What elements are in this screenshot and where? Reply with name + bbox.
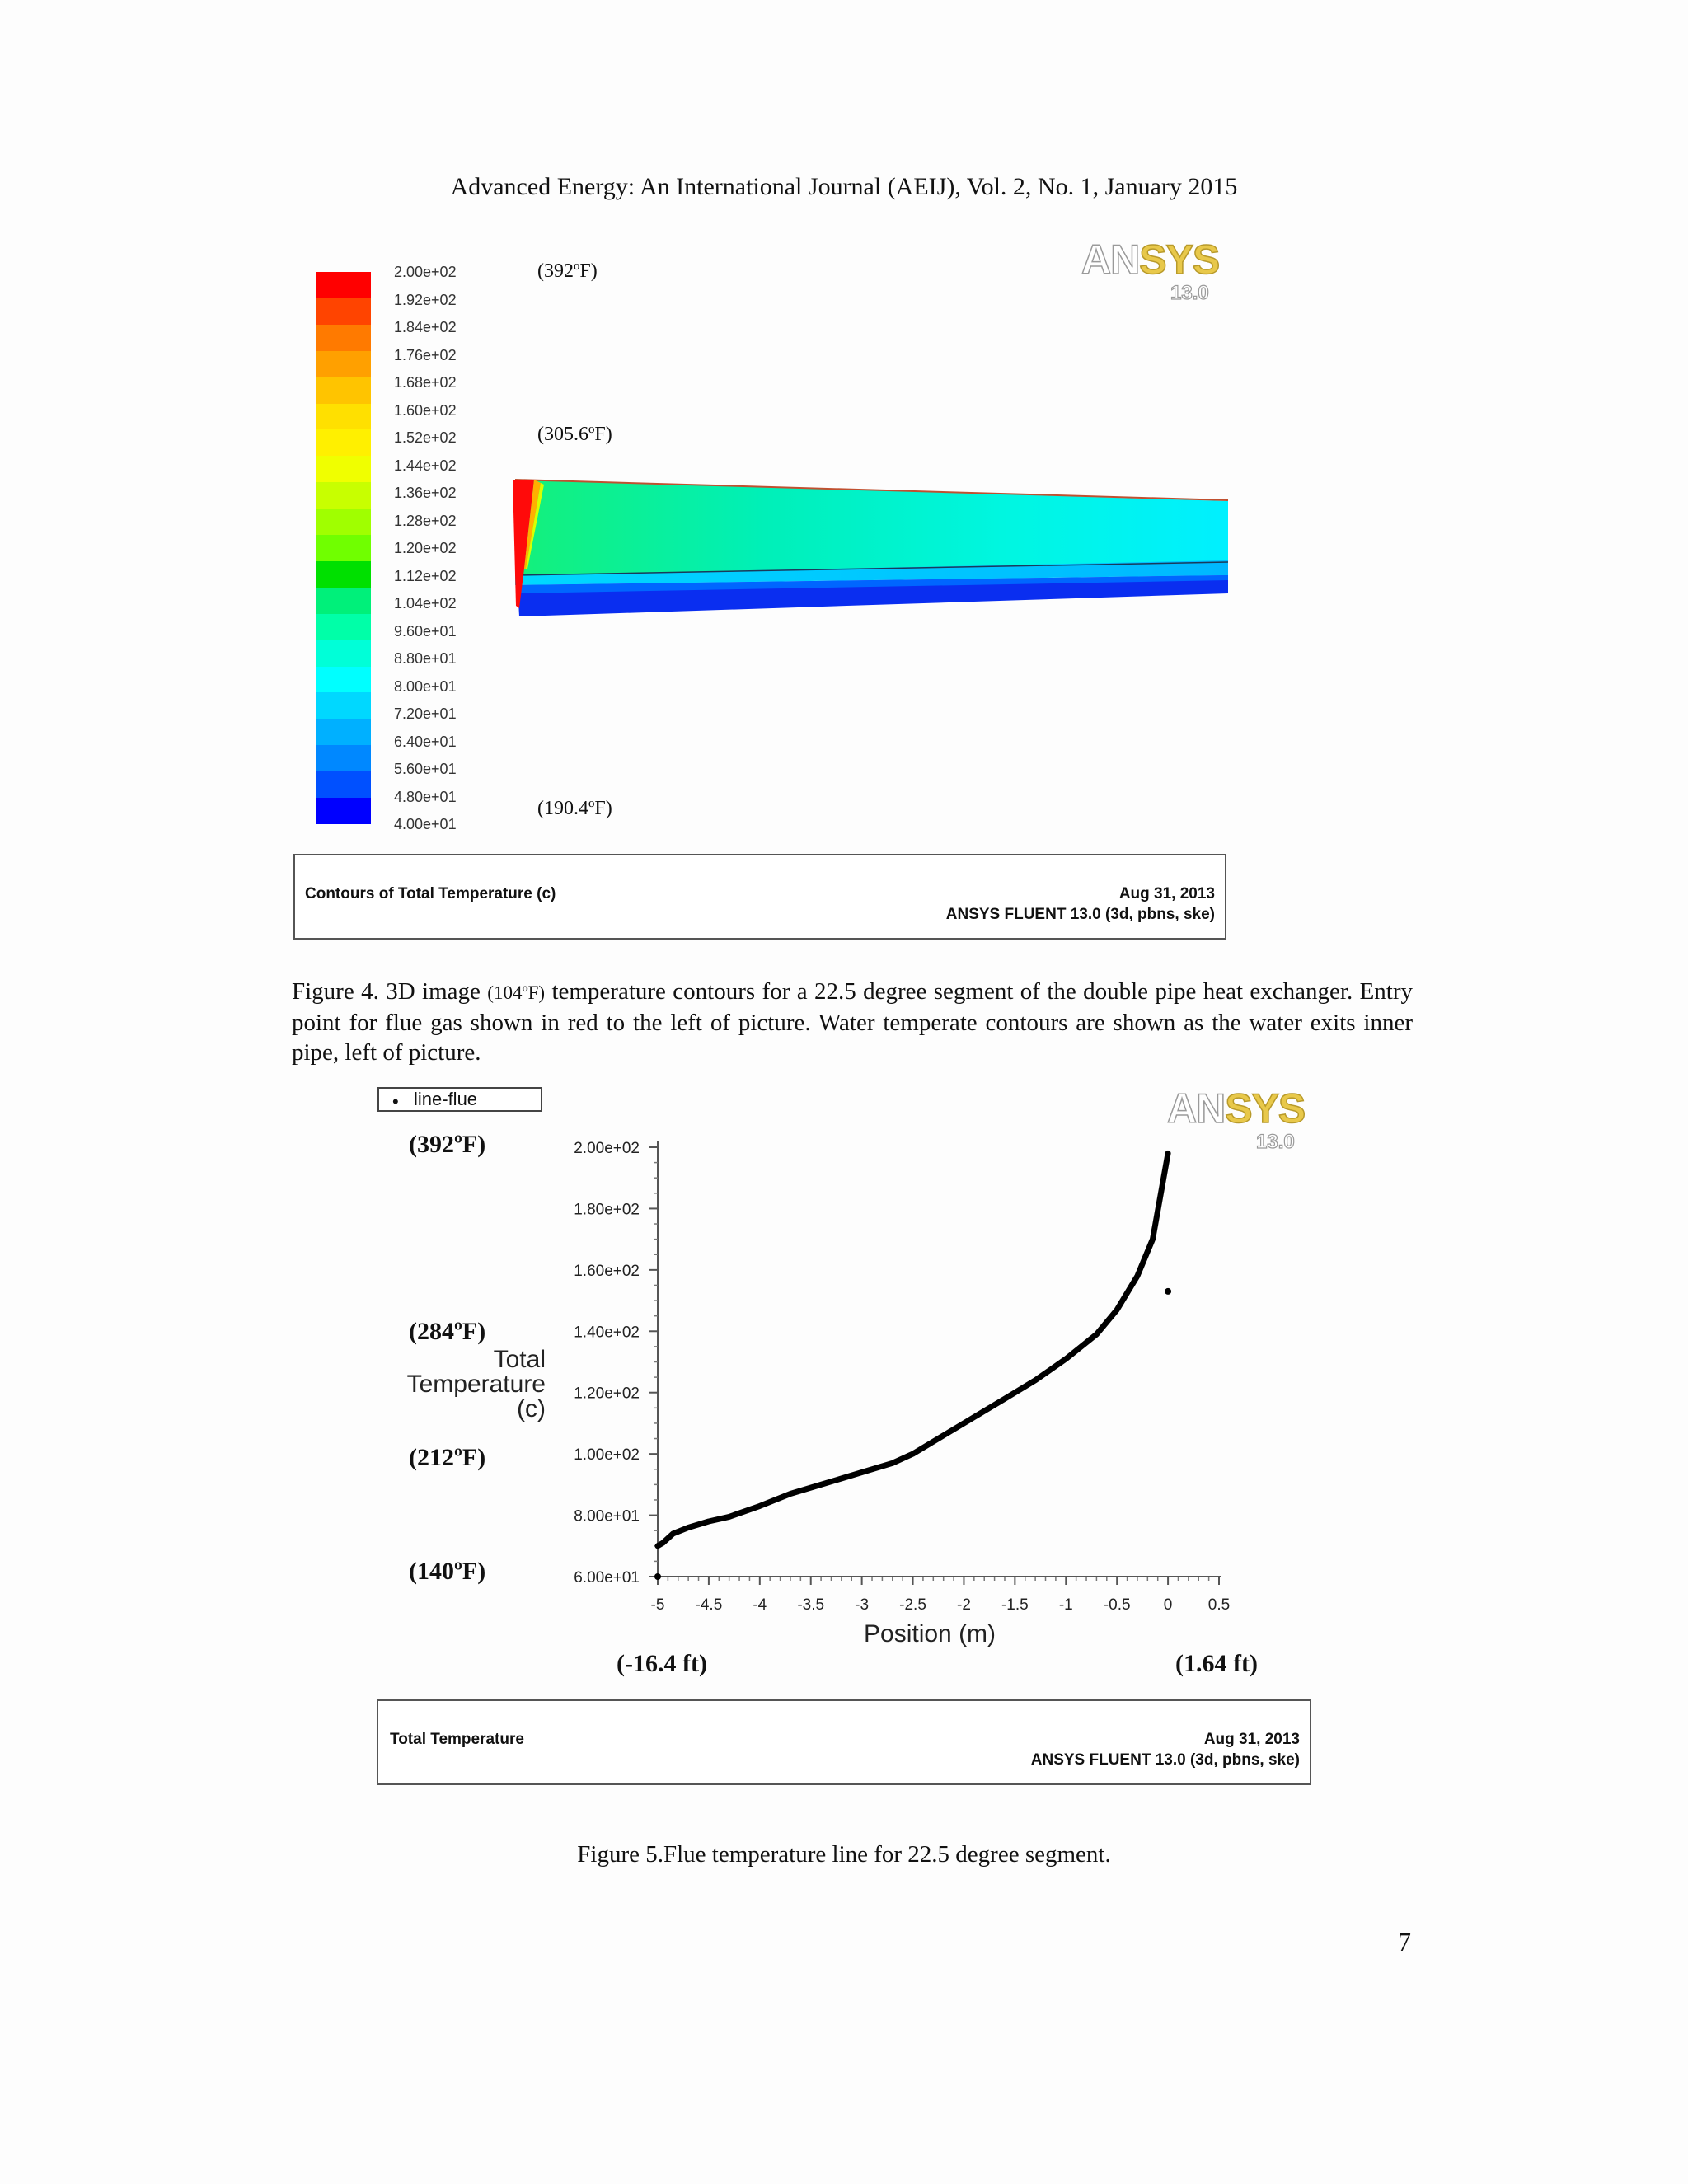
legend-color-6 [316, 429, 371, 456]
contour-boundary-line [515, 562, 1228, 575]
legend-color-10 [316, 535, 371, 561]
legend-tick-label: 1.92e+02 [394, 291, 457, 308]
figure5-info-right [1031, 1729, 1300, 1770]
y-axis-label-line3: (c) [517, 1395, 546, 1422]
legend-color-8 [316, 482, 371, 509]
label-392f: (392ºF) [409, 1131, 486, 1158]
water-region [518, 575, 1228, 616]
figure4-caption-part1: Figure 4. 3D image [292, 978, 481, 1005]
figure4-info-date: Aug 31, 2013 [1118, 885, 1215, 902]
legend-label: line-flue [414, 1089, 478, 1109]
y-tick-label: 1.20e+02 [574, 1385, 640, 1403]
ansys-version: 13.0 [1170, 282, 1209, 304]
x-tick-label: -2 [957, 1596, 971, 1614]
legend-color-16 [316, 692, 371, 719]
y-tick-label: 1.40e+02 [574, 1324, 640, 1342]
figure4-info-software: ANSYS FLUENT 13.0 (3d, pbns, ske) [945, 906, 1215, 923]
color-legend-bar [316, 272, 371, 824]
legend-color-7 [316, 456, 371, 482]
x-tick-label: -4 [753, 1596, 767, 1614]
legend-tick-label: 2.00e+02 [394, 264, 457, 280]
legend-color-4 [316, 377, 371, 404]
y-tick-label: 1.60e+02 [574, 1262, 640, 1280]
x-axis-label: Position (m) [864, 1620, 996, 1647]
legend-color-14 [316, 640, 371, 667]
x-tick-label: -2.5 [899, 1596, 926, 1614]
legend-tick-label: 6.40e+01 [394, 733, 457, 750]
annotation-305f: (305.6ºF) [537, 424, 612, 445]
water-region-edge [518, 575, 1228, 593]
annotation-392f: (392ºF) [537, 260, 598, 282]
journal-header: Advanced Energy: An International Journal (AEIJ), Vol. 2, No. 1, January 2015 [450, 173, 1238, 200]
figure5-info-title: Total Temperature [390, 1731, 524, 1748]
legend-tick-label: 1.44e+02 [394, 457, 457, 474]
label-284f: (284ºF) [409, 1318, 486, 1345]
flue-gas-inlet [513, 480, 534, 608]
figure4-caption-small: (104ºF) [487, 982, 546, 1003]
x-tick-label: -1 [1058, 1596, 1073, 1614]
flue-temperature-chart [544, 1129, 1286, 1673]
label-140f: (140ºF) [409, 1558, 486, 1585]
label-minus-16ft: (-16.4 ft) [617, 1650, 707, 1677]
x-tick-label: -1.5 [1001, 1596, 1029, 1614]
series-line-flue [658, 1153, 1168, 1545]
legend-color-19 [316, 771, 371, 798]
legend-color-0 [316, 272, 371, 298]
legend-tick-label: 9.60e+01 [394, 622, 457, 640]
x-tick-label: -0.5 [1103, 1596, 1131, 1614]
data-point [654, 1573, 661, 1580]
ansys-logo [1081, 236, 1219, 284]
y-tick-label: 6.00e+01 [574, 1569, 640, 1586]
x-tick-label: -3 [855, 1596, 870, 1614]
legend-tick-label: 8.00e+01 [394, 677, 457, 695]
legend-tick-label: 4.00e+01 [394, 816, 457, 832]
legend-tick-label: 8.80e+01 [394, 650, 457, 667]
legend-tick-label: 1.04e+02 [394, 595, 457, 612]
legend-tick-label: 4.80e+01 [394, 788, 457, 805]
flue-gas-region [515, 480, 1228, 575]
y-tick-label: 8.00e+01 [574, 1507, 640, 1526]
ansys-version-2: 13.0 [1256, 1131, 1295, 1153]
legend-color-13 [316, 614, 371, 640]
legend-color-1 [316, 298, 371, 325]
figure4-caption [292, 977, 1413, 1067]
chart-legend [377, 1087, 542, 1112]
ansys-logo-2-an: AN [1167, 1085, 1226, 1132]
legend-marker-icon: • [392, 1091, 399, 1112]
y-tick-label: 2.00e+02 [574, 1140, 640, 1157]
figure5-info-date: Aug 31, 2013 [1203, 1731, 1300, 1748]
legend-color-3 [316, 351, 371, 377]
legend-color-17 [316, 719, 371, 745]
y-tick-label: 1.00e+02 [574, 1446, 640, 1465]
y-tick-label: 1.80e+02 [574, 1201, 640, 1219]
legend-tick-label: 1.76e+02 [394, 346, 457, 363]
y-axis-label-line2: Temperature [406, 1371, 546, 1398]
ansys-logo-2 [1167, 1085, 1305, 1132]
ansys-logo-an: AN [1081, 237, 1140, 283]
ansys-logo-2-sys: SYS [1225, 1085, 1306, 1132]
legend-tick-label: 7.20e+01 [394, 705, 457, 722]
data-point [1165, 1288, 1171, 1295]
x-tick-label: -3.5 [797, 1596, 825, 1614]
temperature-contour-image [495, 462, 1236, 626]
x-tick-label: -4.5 [695, 1596, 723, 1614]
legend-tick-label: 1.20e+02 [394, 540, 457, 556]
x-tick-label: 0 [1163, 1596, 1173, 1614]
x-tick-label: 0.5 [1207, 1596, 1231, 1614]
legend-color-20 [316, 798, 371, 824]
inlet-transition [524, 480, 541, 569]
legend-tick-label: 5.60e+01 [394, 761, 457, 777]
color-legend-labels [394, 264, 493, 841]
legend-tick-label: 1.84e+02 [394, 319, 457, 335]
legend-color-18 [316, 745, 371, 771]
legend-tick-label: 1.68e+02 [394, 374, 457, 391]
legend-color-12 [316, 588, 371, 614]
legend-tick-label: 1.60e+02 [394, 401, 457, 419]
legend-tick-label: 1.28e+02 [394, 512, 457, 529]
figure4-info-right [946, 883, 1215, 925]
legend-color-9 [316, 509, 371, 535]
figure5-caption: Figure 5.Flue temperature line for 22.5 degree segment. [577, 1841, 1111, 1868]
y-axis-label-line1: Total [493, 1346, 546, 1373]
y-axis-label [407, 1347, 546, 1422]
legend-color-11 [316, 561, 371, 588]
page-number: 7 [1398, 1927, 1411, 1957]
contour-top-edge [515, 480, 1228, 500]
legend-color-15 [316, 667, 371, 693]
legend-tick-label: 1.36e+02 [394, 485, 457, 501]
legend-tick-label: 1.12e+02 [394, 567, 457, 584]
figure5-info-box [377, 1699, 1311, 1785]
figure4-info-title: Contours of Total Temperature (c) [305, 885, 556, 902]
legend-tick-label: 1.52e+02 [394, 429, 457, 446]
legend-color-2 [316, 325, 371, 351]
figure-4 [0, 0, 1688, 948]
x-tick-label: -5 [650, 1596, 665, 1614]
inlet-transition-yellow [526, 483, 544, 569]
figure4-caption-part2: temperature contours for a 22.5 degree segment of the double pipe heat exchanger. Entry point for flue gas shown in red to the left of picture. Water temperate contours are shown as the water exits inner pipe, left of picture. [292, 978, 1414, 1066]
annotation-190f: (190.4ºF) [537, 798, 612, 819]
figure5-info-software: ANSYS FLUENT 13.0 (3d, pbns, ske) [1030, 1751, 1300, 1769]
inner-pipe-wall-region [515, 560, 1228, 585]
ansys-logo-sys: SYS [1139, 237, 1220, 283]
label-212f: (212ºF) [409, 1444, 486, 1471]
figure4-info-box [293, 854, 1226, 940]
label-1-64ft: (1.64 ft) [1175, 1650, 1258, 1677]
legend-color-5 [316, 404, 371, 430]
